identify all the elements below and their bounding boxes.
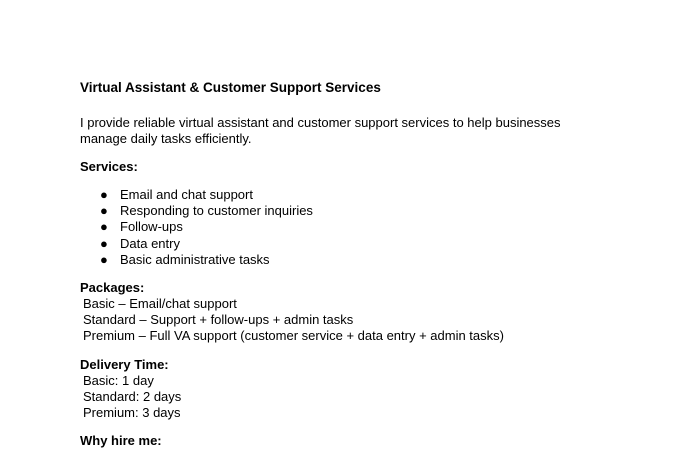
services-list <box>80 187 640 268</box>
delivery-line-standard: Standard: 2 days <box>83 388 182 404</box>
delivery-time-heading: Delivery Time: <box>80 356 169 372</box>
list-item <box>80 203 640 219</box>
package-line-basic: Basic – Email/chat support <box>83 296 237 312</box>
bullet-icon: ● <box>100 219 108 235</box>
packages-heading: Packages: <box>80 280 145 296</box>
document-body <box>80 78 640 449</box>
list-item <box>80 187 640 203</box>
why-hire-me-heading: Why hire me: <box>80 433 162 449</box>
bullet-icon: ● <box>100 235 108 251</box>
delivery-time-list <box>80 373 640 422</box>
package-line-standard: Standard – Support + follow-ups + admin tasks <box>83 312 354 328</box>
list-item-text: Responding to customer inquiries <box>120 203 313 219</box>
list-item <box>80 219 640 235</box>
list-item-text: Follow-ups <box>120 219 183 235</box>
list-item-text: Data entry <box>120 235 180 251</box>
list-item <box>80 252 640 268</box>
services-heading: Services: <box>80 159 138 174</box>
delivery-line-basic: Basic: 1 day <box>83 372 154 388</box>
list-item-text: Email and chat support <box>120 187 253 202</box>
package-line-premium: Premium – Full VA support (customer service + data entry + admin tasks) <box>83 328 504 344</box>
bullet-icon: ● <box>100 251 108 267</box>
delivery-line-premium: Premium: 3 days <box>83 405 181 421</box>
packages-list <box>80 296 640 345</box>
intro-paragraph: I provide reliable virtual assistant and customer support services to help businesses manage daily tasks efficiently. <box>80 115 561 146</box>
bullet-icon: ● <box>100 203 108 219</box>
document-title: Virtual Assistant & Customer Support Services <box>80 80 381 95</box>
bullet-icon: ● <box>100 187 108 202</box>
list-item <box>80 236 640 252</box>
list-item-text: Basic administrative tasks <box>120 251 270 267</box>
